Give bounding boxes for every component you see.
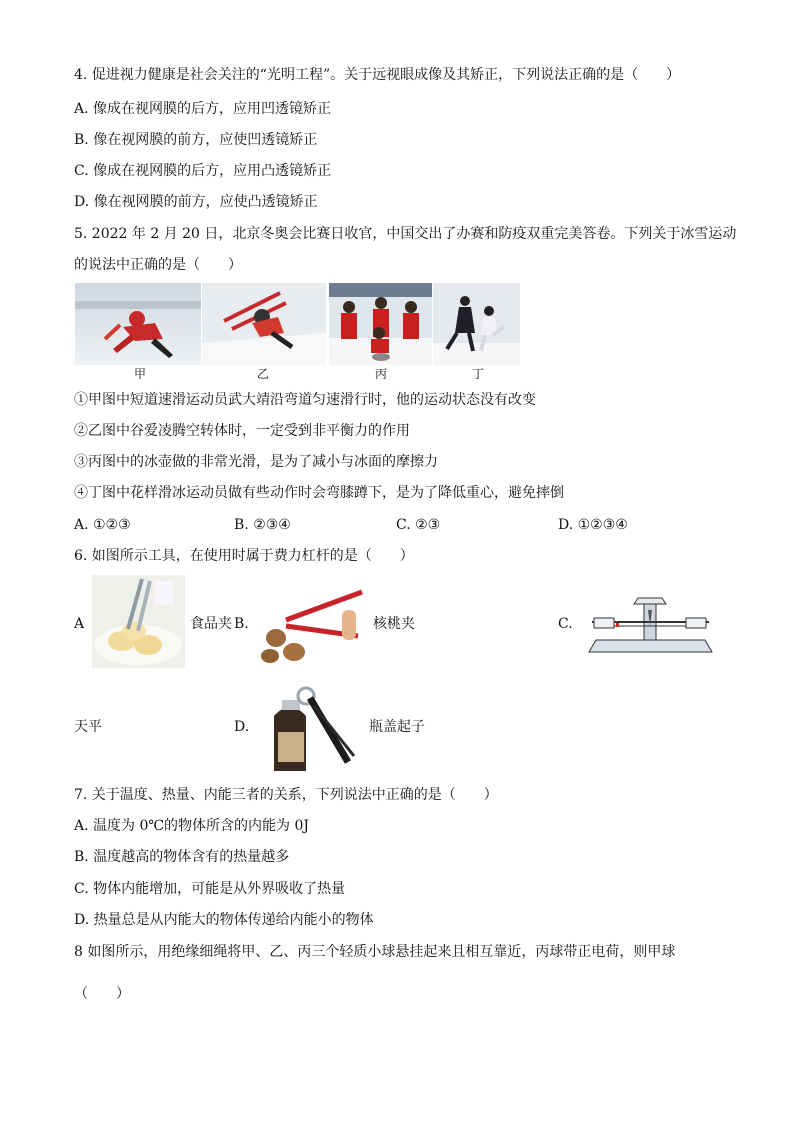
figure-skaters-photo (433, 283, 520, 365)
q5-stem-line2: 的说法中正确的是（ ） (74, 257, 242, 273)
q6-option-b-text: 核桃夹 (373, 616, 415, 632)
q5-statement-2: ②乙图中谷爱凌腾空转体时，一定受到非平衡力的作用 (74, 423, 410, 439)
q5-statement-3: ③丙图中的冰壶做的非常光滑，是为了减小与冰面的摩擦力 (74, 454, 438, 470)
curling-team-photo (329, 283, 432, 365)
q8-stem: 8 如图所示，用绝缘细绳将甲、乙、丙三个轻质小球悬挂起来且相互靠近，丙球带正电荷，则甲球 (74, 944, 676, 960)
q5-stem-line1: 5. 2022 年 2 月 20 日，北京冬奥会比赛日收官，中国交出了办赛和防疫双重完美答卷。下列关于冰雪运动 (74, 226, 737, 242)
q7-option-b: B. 温度越高的物体含有的热量越多 (74, 849, 290, 865)
q8-answer-parentheses: （ ） (74, 986, 130, 1002)
q6-option-a-label: A (74, 616, 85, 632)
freestyle-skier-photo (202, 283, 326, 365)
caption-yi: 乙 (257, 367, 270, 381)
caption-ding: 丁 (472, 367, 485, 381)
nutcracker-photo (254, 580, 371, 665)
q6-option-d-label: D. (234, 719, 250, 735)
q6-option-a-text: 食品夹 (190, 616, 232, 632)
q4-stem: 4. 促进视力健康是社会关注的“光明工程”。关于远视眼成像及其矫正，下列说法正确的是（ ） (74, 67, 681, 83)
q4-option-a: A. 像成在视网膜的后方，应用凹透镜矫正 (74, 101, 332, 117)
q6-option-c-text: 天平 (74, 719, 102, 735)
balance-scale-drawing (586, 596, 715, 654)
short-track-skater-photo (75, 283, 201, 365)
q7-option-d: D. 热量总是从内能大的物体传递给内能小的物体 (74, 912, 374, 928)
q4-option-d: D. 像在视网膜的前方，应使凸透镜矫正 (74, 194, 318, 210)
q6-option-b-label: B. (234, 616, 249, 632)
q5-choice-c: C. ②③ (396, 517, 441, 533)
q5-statement-1: ①甲图中短道速滑运动员武大靖沿弯道匀速滑行时，他的运动状态没有改变 (74, 392, 536, 408)
q5-choice-b: B. ②③④ (234, 517, 291, 533)
q7-option-c: C. 物体内能增加，可能是从外界吸收了热量 (74, 881, 346, 897)
bottle-opener-photo (254, 686, 367, 771)
q5-statement-4: ④丁图中花样滑冰运动员做有些动作时会弯膝蹲下，是为了降低重心，避免摔倒 (74, 485, 564, 501)
q4-option-b: B. 像在视网膜的前方，应使凹透镜矫正 (74, 132, 318, 148)
q5-choice-d: D. ①②③④ (558, 517, 628, 533)
q4-option-c: C. 像成在视网膜的后方，应用凸透镜矫正 (74, 163, 332, 179)
q6-stem: 6. 如图所示工具，在使用时属于费力杠杆的是（ ） (74, 548, 414, 564)
food-tongs-photo (92, 575, 185, 668)
q6-option-d-text: 瓶盖起子 (369, 719, 425, 735)
caption-bing: 丙 (375, 367, 388, 381)
q7-option-a: A. 温度为 0℃的物体所含的内能为 0J (74, 818, 309, 834)
q7-stem: 7. 关于温度、热量、内能三者的关系，下列说法中正确的是（ ） (74, 787, 498, 803)
q6-option-c-label: C. (558, 616, 573, 632)
q5-choice-a: A. ①②③ (74, 517, 131, 533)
caption-jia: 甲 (134, 367, 147, 381)
